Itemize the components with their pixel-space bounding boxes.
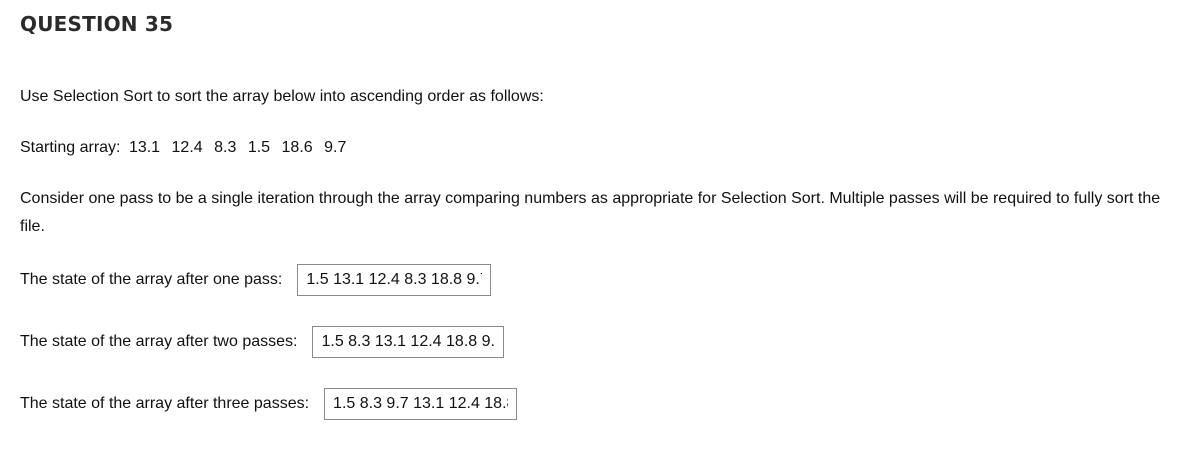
starting-value: 9.7 [324, 139, 347, 156]
answer-label-pass-3: The state of the array after three passes: [20, 395, 310, 412]
question-title: QUESTION 35 [20, 12, 174, 36]
answer-row-pass-3 [20, 388, 517, 420]
answer-row-pass-2 [20, 326, 504, 358]
starting-value: 1.5 [247, 139, 271, 156]
starting-array-label: Starting array: [20, 139, 121, 156]
consideration-text: Consider one pass to be a single iteration through the array comparing numbers as appropriate for Selection Sort. Multiple passes will be required to fully sort the file. [20, 190, 1161, 235]
starting-array-values [129, 139, 353, 156]
answer-label-pass-2: The state of the array after two passes: [20, 333, 298, 350]
starting-value: 13.1 [128, 139, 161, 156]
starting-value: 8.3 [214, 139, 237, 156]
instruction-text: Use Selection Sort to sort the array below into ascending order as follows: [20, 88, 544, 105]
answer-row-pass-1 [20, 264, 491, 296]
answer-input-pass-2[interactable] [312, 326, 504, 358]
starting-value: 12.4 [171, 139, 203, 156]
starting-array [20, 134, 353, 162]
starting-value: 18.6 [281, 139, 313, 156]
answer-input-pass-3[interactable] [324, 388, 517, 420]
answer-input-pass-1[interactable] [297, 264, 491, 296]
answer-label-pass-1: The state of the array after one pass: [20, 271, 283, 288]
